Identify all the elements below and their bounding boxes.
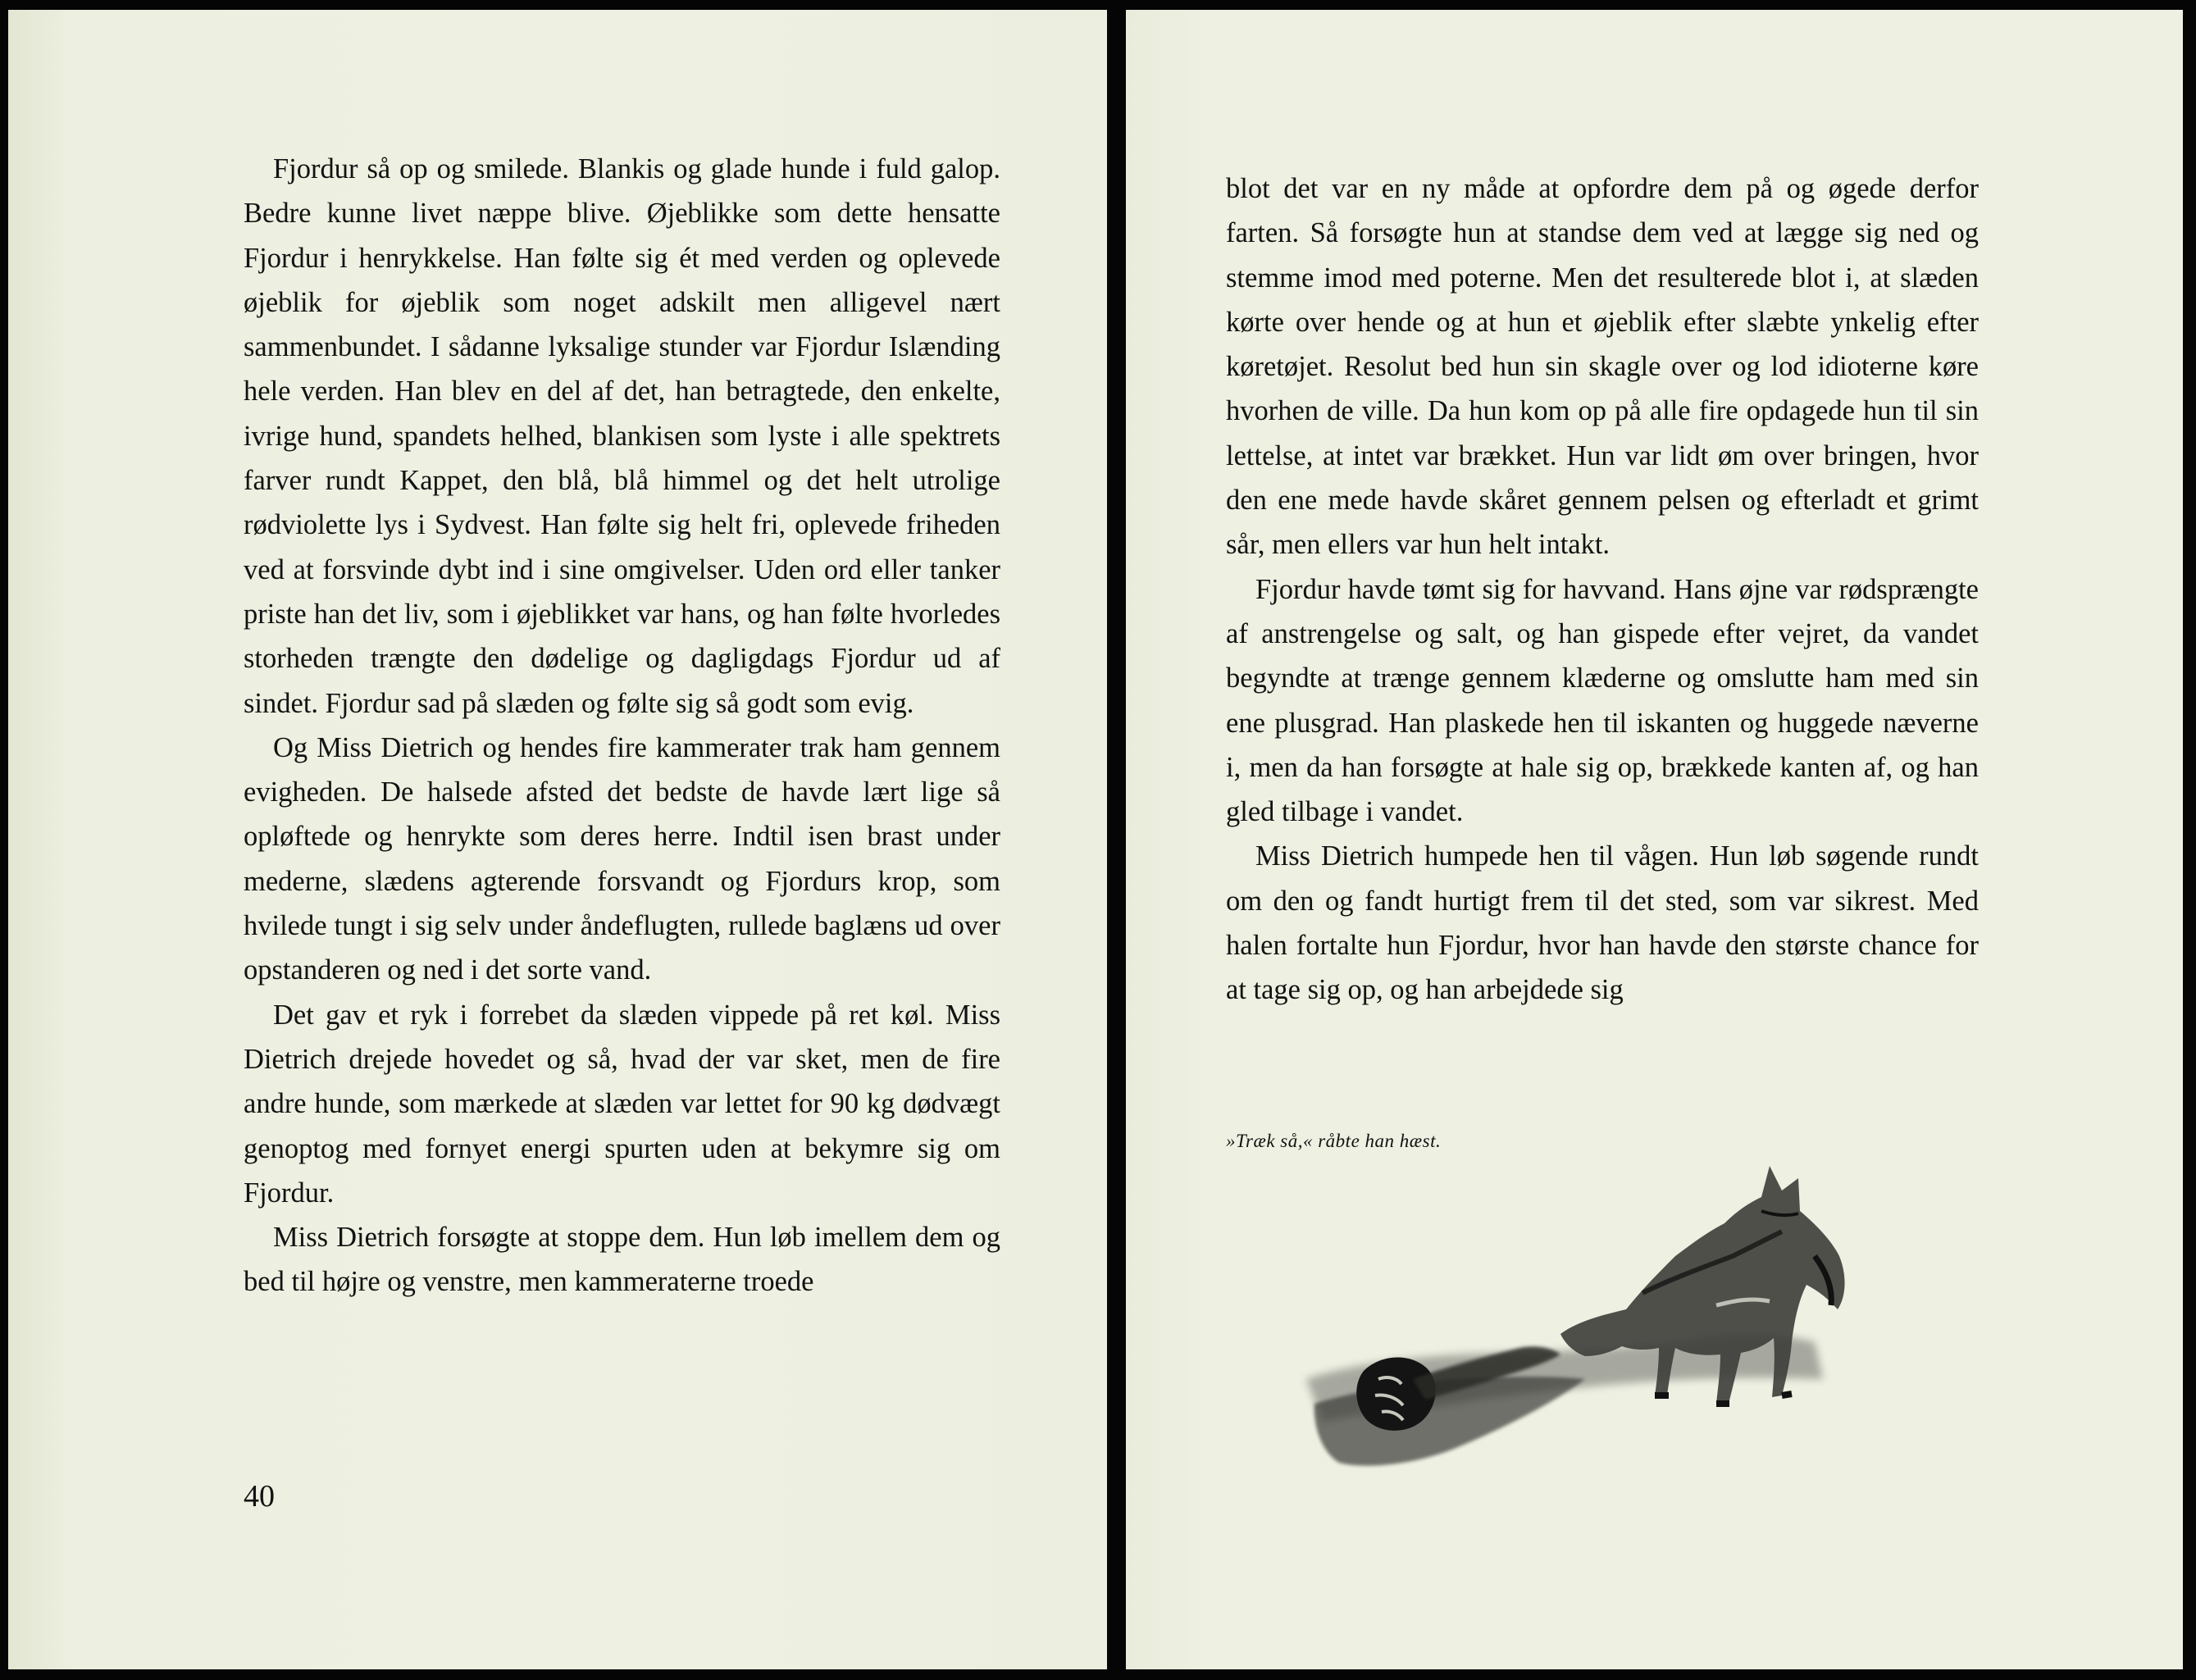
- right-page: [1126, 10, 2183, 1669]
- paragraph: Fjordur havde tømt sig for havvand. Hans øjne var rødsprængte af anstrengelse og salt, og han gispede efter vejret, da vandet begyndte at trænge gennem klæderne og omslutte ham med sin ene plusgrad. Han plaskede hen til iskanten og huggede næverne i, men da han forsøgte at hale sig op, brækkede kanten af, og han gled tilbage i vandet.: [1226, 573, 1979, 828]
- paragraph: Miss Dietrich forsøgte at stoppe dem. Hun løb imellem dem og bed til højre og venstre, men kammeraterne troede: [244, 1222, 1000, 1298]
- left-page: [8, 10, 1107, 1669]
- page-number: 40: [244, 1479, 275, 1514]
- paragraph: Og Miss Dietrich og hendes fire kammerater trak ham gennem evigheden. De halsede afsted det bedste de havde lært lige så opløftede og henrykte som deres herre. Indtil isen brast under mederne, slædens agterende forsvandt og Fjordurs krop, som hvilede tungt i sig selv under åndeflugten, rullede baglæns ud over opstanderen og ned i det sorte vand.: [244, 731, 1000, 986]
- paragraph: blot det var en ny måde at opfordre dem på og øgede derfor farten. Så forsøgte hun at standse dem ved at lægge sig ned og stemme imod med poterne. Men det resulterede blot i, at slæden kørte over hende og at hun et øjeblik efter slæbte ynkelig efter køretøjet. Resolut bed hun sin skagle over og lod idioterne køre hvorhen de ville. Da hun kom op på alle fire opdagede hun til sin lettelse, at intet var brækket. Hun var lidt øm over bringen, hvor den ene mede havde skåret gennem pelsen og efterladt et grimt sår, men ellers var hun helt intakt.: [1226, 173, 1979, 561]
- ink-drawing-icon: [1290, 1133, 1929, 1502]
- left-page-text: [244, 147, 1000, 1304]
- paragraph: Det gav et ryk i forrebet da slæden vippede på ret køl. Miss Dietrich drejede hovedet og så, hvad der var sket, men de fire andre hunde, som mærkede at slæden var lettet for 90 kg dødvægt genoptog med fornyet energi spurten uden at bekymre sig om Fjordur.: [244, 999, 1000, 1209]
- illustration-caption: »Træk så,« råbte han hæst.: [1226, 1131, 1442, 1151]
- paragraph: Fjordur så op og smilede. Blankis og glade hunde i fuld galop. Bedre kunne livet næppe blive. Øjeblikke som dette hensatte Fjordur i henrykkelse. Han følte sig ét med verden og oplevede øjeblik for øjeblik som noget adskilt men alligevel nært sammenbundet. I sådanne lyksalige stunder var Fjordur Islænding hele verden. Han blev en del af det, han betragtede, den enkelte, ivrige hund, spandets helhed, blankisen som lyste i alle spektrets farver rundt Kappet, den blå, blå himmel og det helt utrolige rødviolette lys i Sydvest. Han følte sig helt fri, oplevede friheden ved at forsvinde dybt ind i sine omgivelser. Uden ord eller tanker priste han det liv, som i øjeblikket var hans, og han følte hvorledes storheden trængte den dødelige og dagligdags Fjordur ud af sindet. Fjordur sad på slæden og følte sig så godt som evig.: [244, 153, 1000, 719]
- right-page-text: [1226, 166, 1979, 1013]
- paragraph: Miss Dietrich humpede hen til vågen. Hun løb søgende rundt om den og fandt hurtigt frem til det sted, som var sikrest. Med halen fortalte hun Fjordur, hvor han havde den største chance for at tage sig op, og han arbejdede sig: [1226, 840, 1979, 1006]
